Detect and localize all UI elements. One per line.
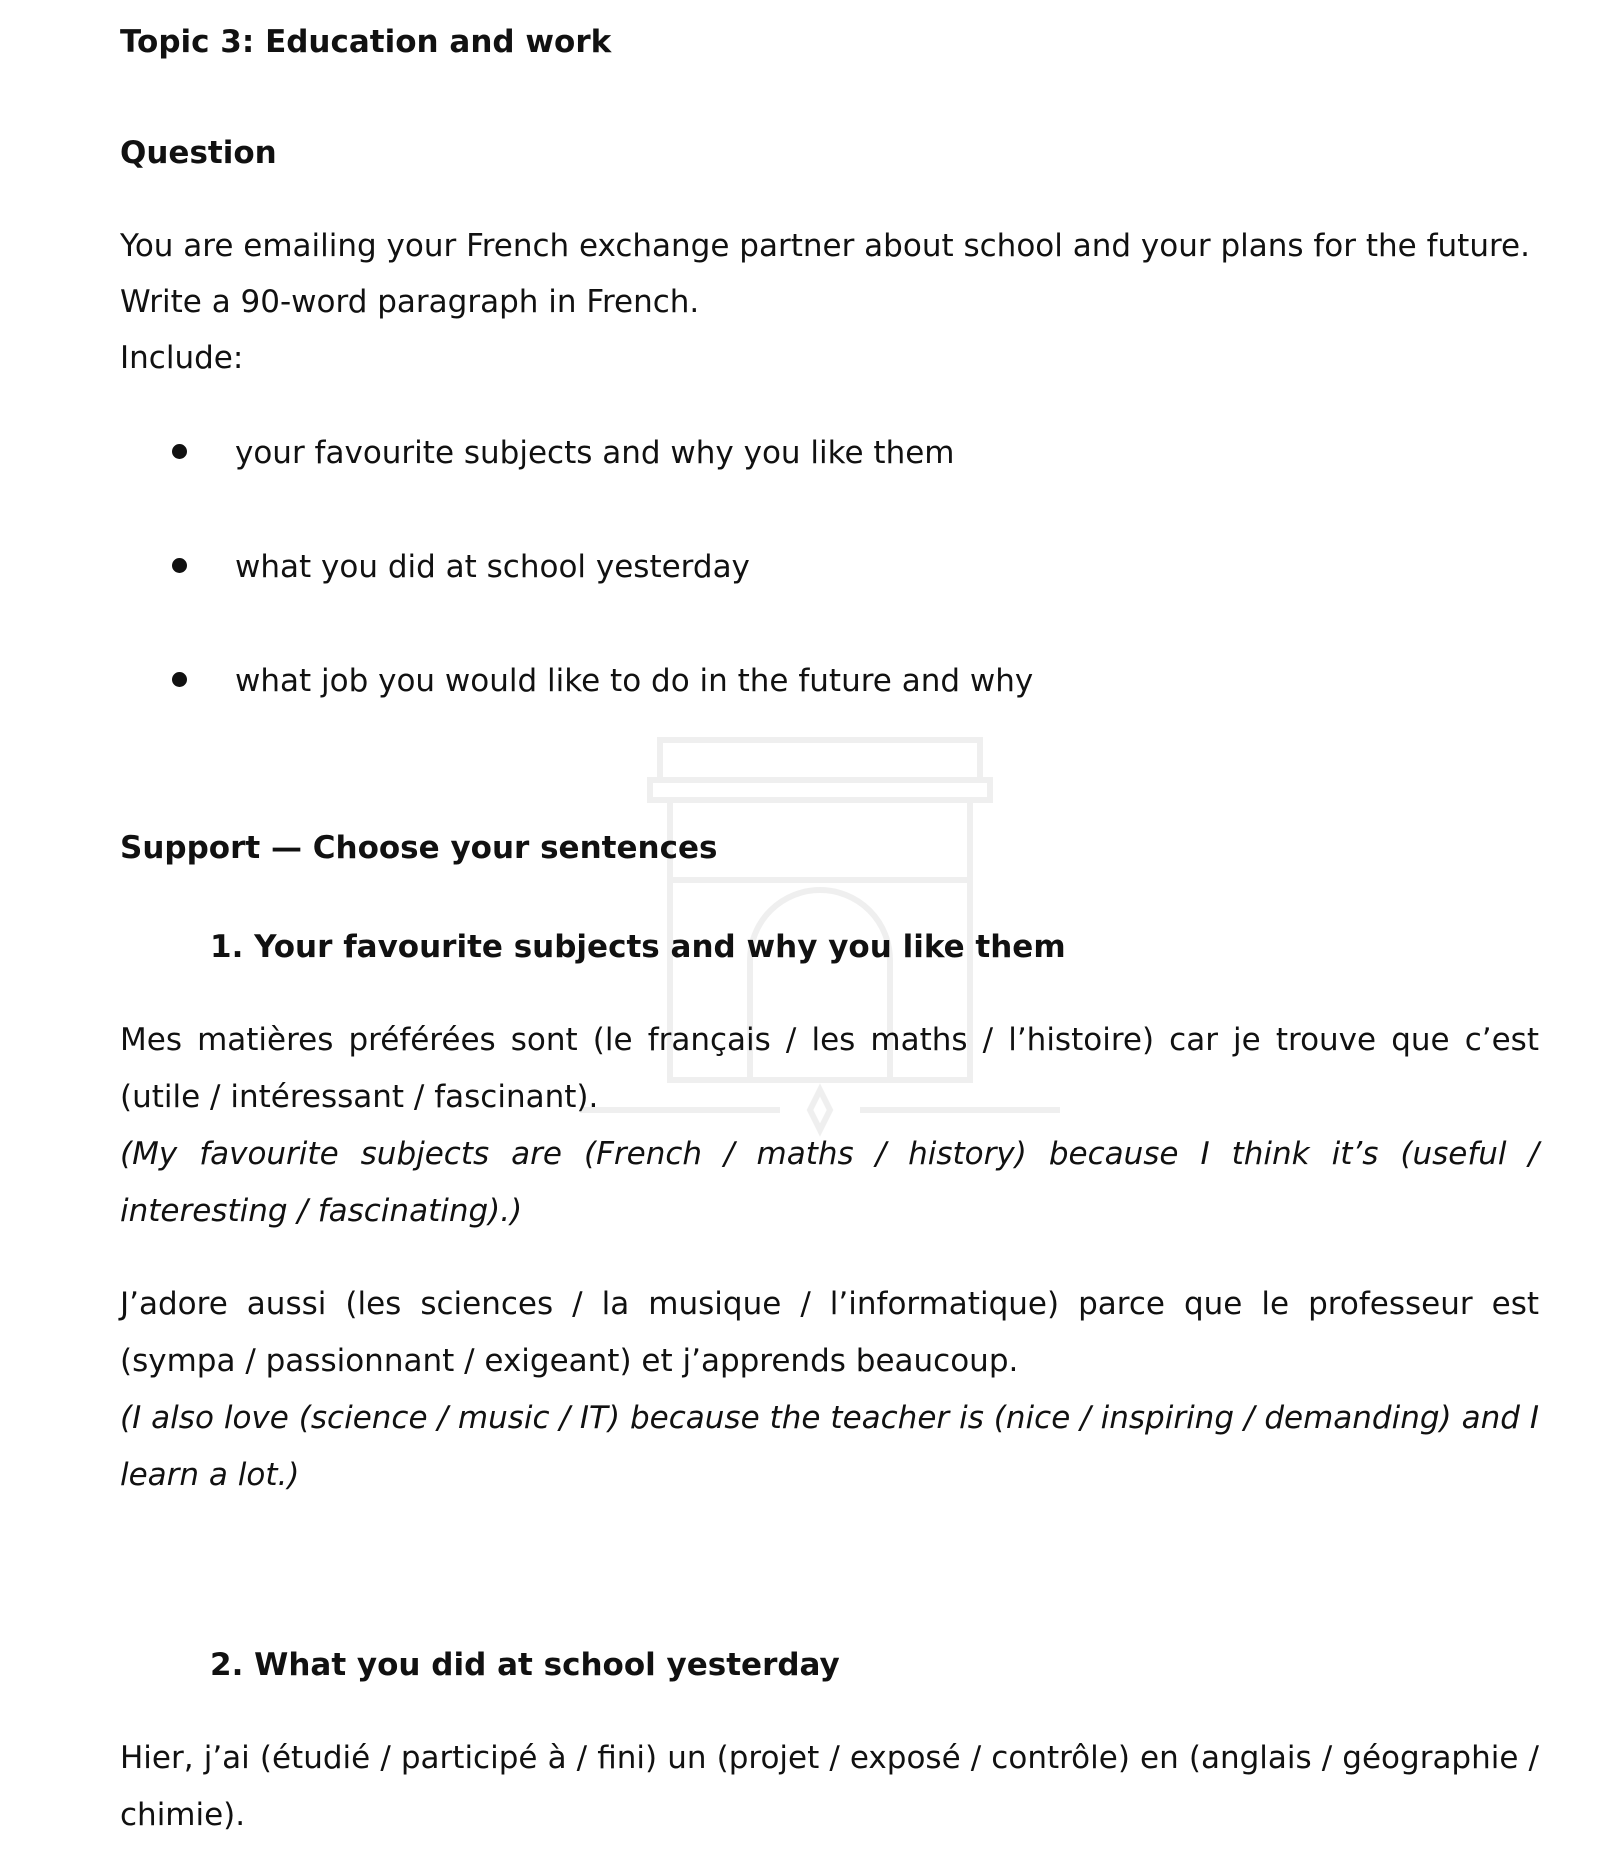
french-sentence: Mes matières préférées sont (le français / les maths / l’histoire) car je trouve que c’est (utile / intéressant / fascinant). bbox=[120, 1022, 1539, 1115]
section-2-heading: 2. What you did at school yesterday bbox=[210, 1647, 840, 1683]
bullet-item bbox=[172, 425, 955, 481]
bullet-text: your favourite subjects and why you like them bbox=[235, 435, 955, 471]
french-sentence: Hier, j’ai (étudié / participé à / fini) un (projet / exposé / contrôle) en (anglais / géographie / chimie). bbox=[120, 1740, 1539, 1833]
english-translation: (I also love (science / music / IT) because the teacher is (nice / inspiring / demanding) and I learn a lot.) bbox=[120, 1400, 1539, 1493]
topic-title: Topic 3: Education and work bbox=[120, 24, 612, 60]
support-heading: Support — Choose your sentences bbox=[120, 830, 718, 866]
bullet-text: what you did at school yesterday bbox=[235, 549, 750, 585]
prompt-line-2: Write a 90-word paragraph in French. bbox=[120, 284, 700, 320]
english-translation: (My favourite subjects are (French / maths / history) because I think it’s (useful / interesting / fascinating).) bbox=[120, 1136, 1539, 1229]
section-1-paragraph-1 bbox=[120, 1012, 1539, 1240]
section-1-heading: 1. Your favourite subjects and why you like them bbox=[210, 929, 1066, 965]
question-heading: Question bbox=[120, 135, 277, 171]
section-2-paragraph-1 bbox=[120, 1730, 1539, 1844]
include-label: Include: bbox=[120, 340, 244, 376]
bullet-dot-icon bbox=[172, 444, 187, 459]
bullet-text: what job you would like to do in the future and why bbox=[235, 663, 1034, 699]
bullet-dot-icon bbox=[172, 558, 187, 573]
bullet-item bbox=[172, 653, 1033, 709]
prompt-line-1: You are emailing your French exchange partner about school and your plans for the future. bbox=[120, 228, 1530, 264]
bullet-dot-icon bbox=[172, 672, 187, 687]
bullet-item bbox=[172, 539, 750, 595]
french-sentence: J’adore aussi (les sciences / la musique / l’informatique) parce que le professeur est (sympa / passionnant / exigeant) et j’apprends beaucoup. bbox=[120, 1286, 1539, 1379]
section-1-paragraph-2 bbox=[120, 1276, 1539, 1504]
